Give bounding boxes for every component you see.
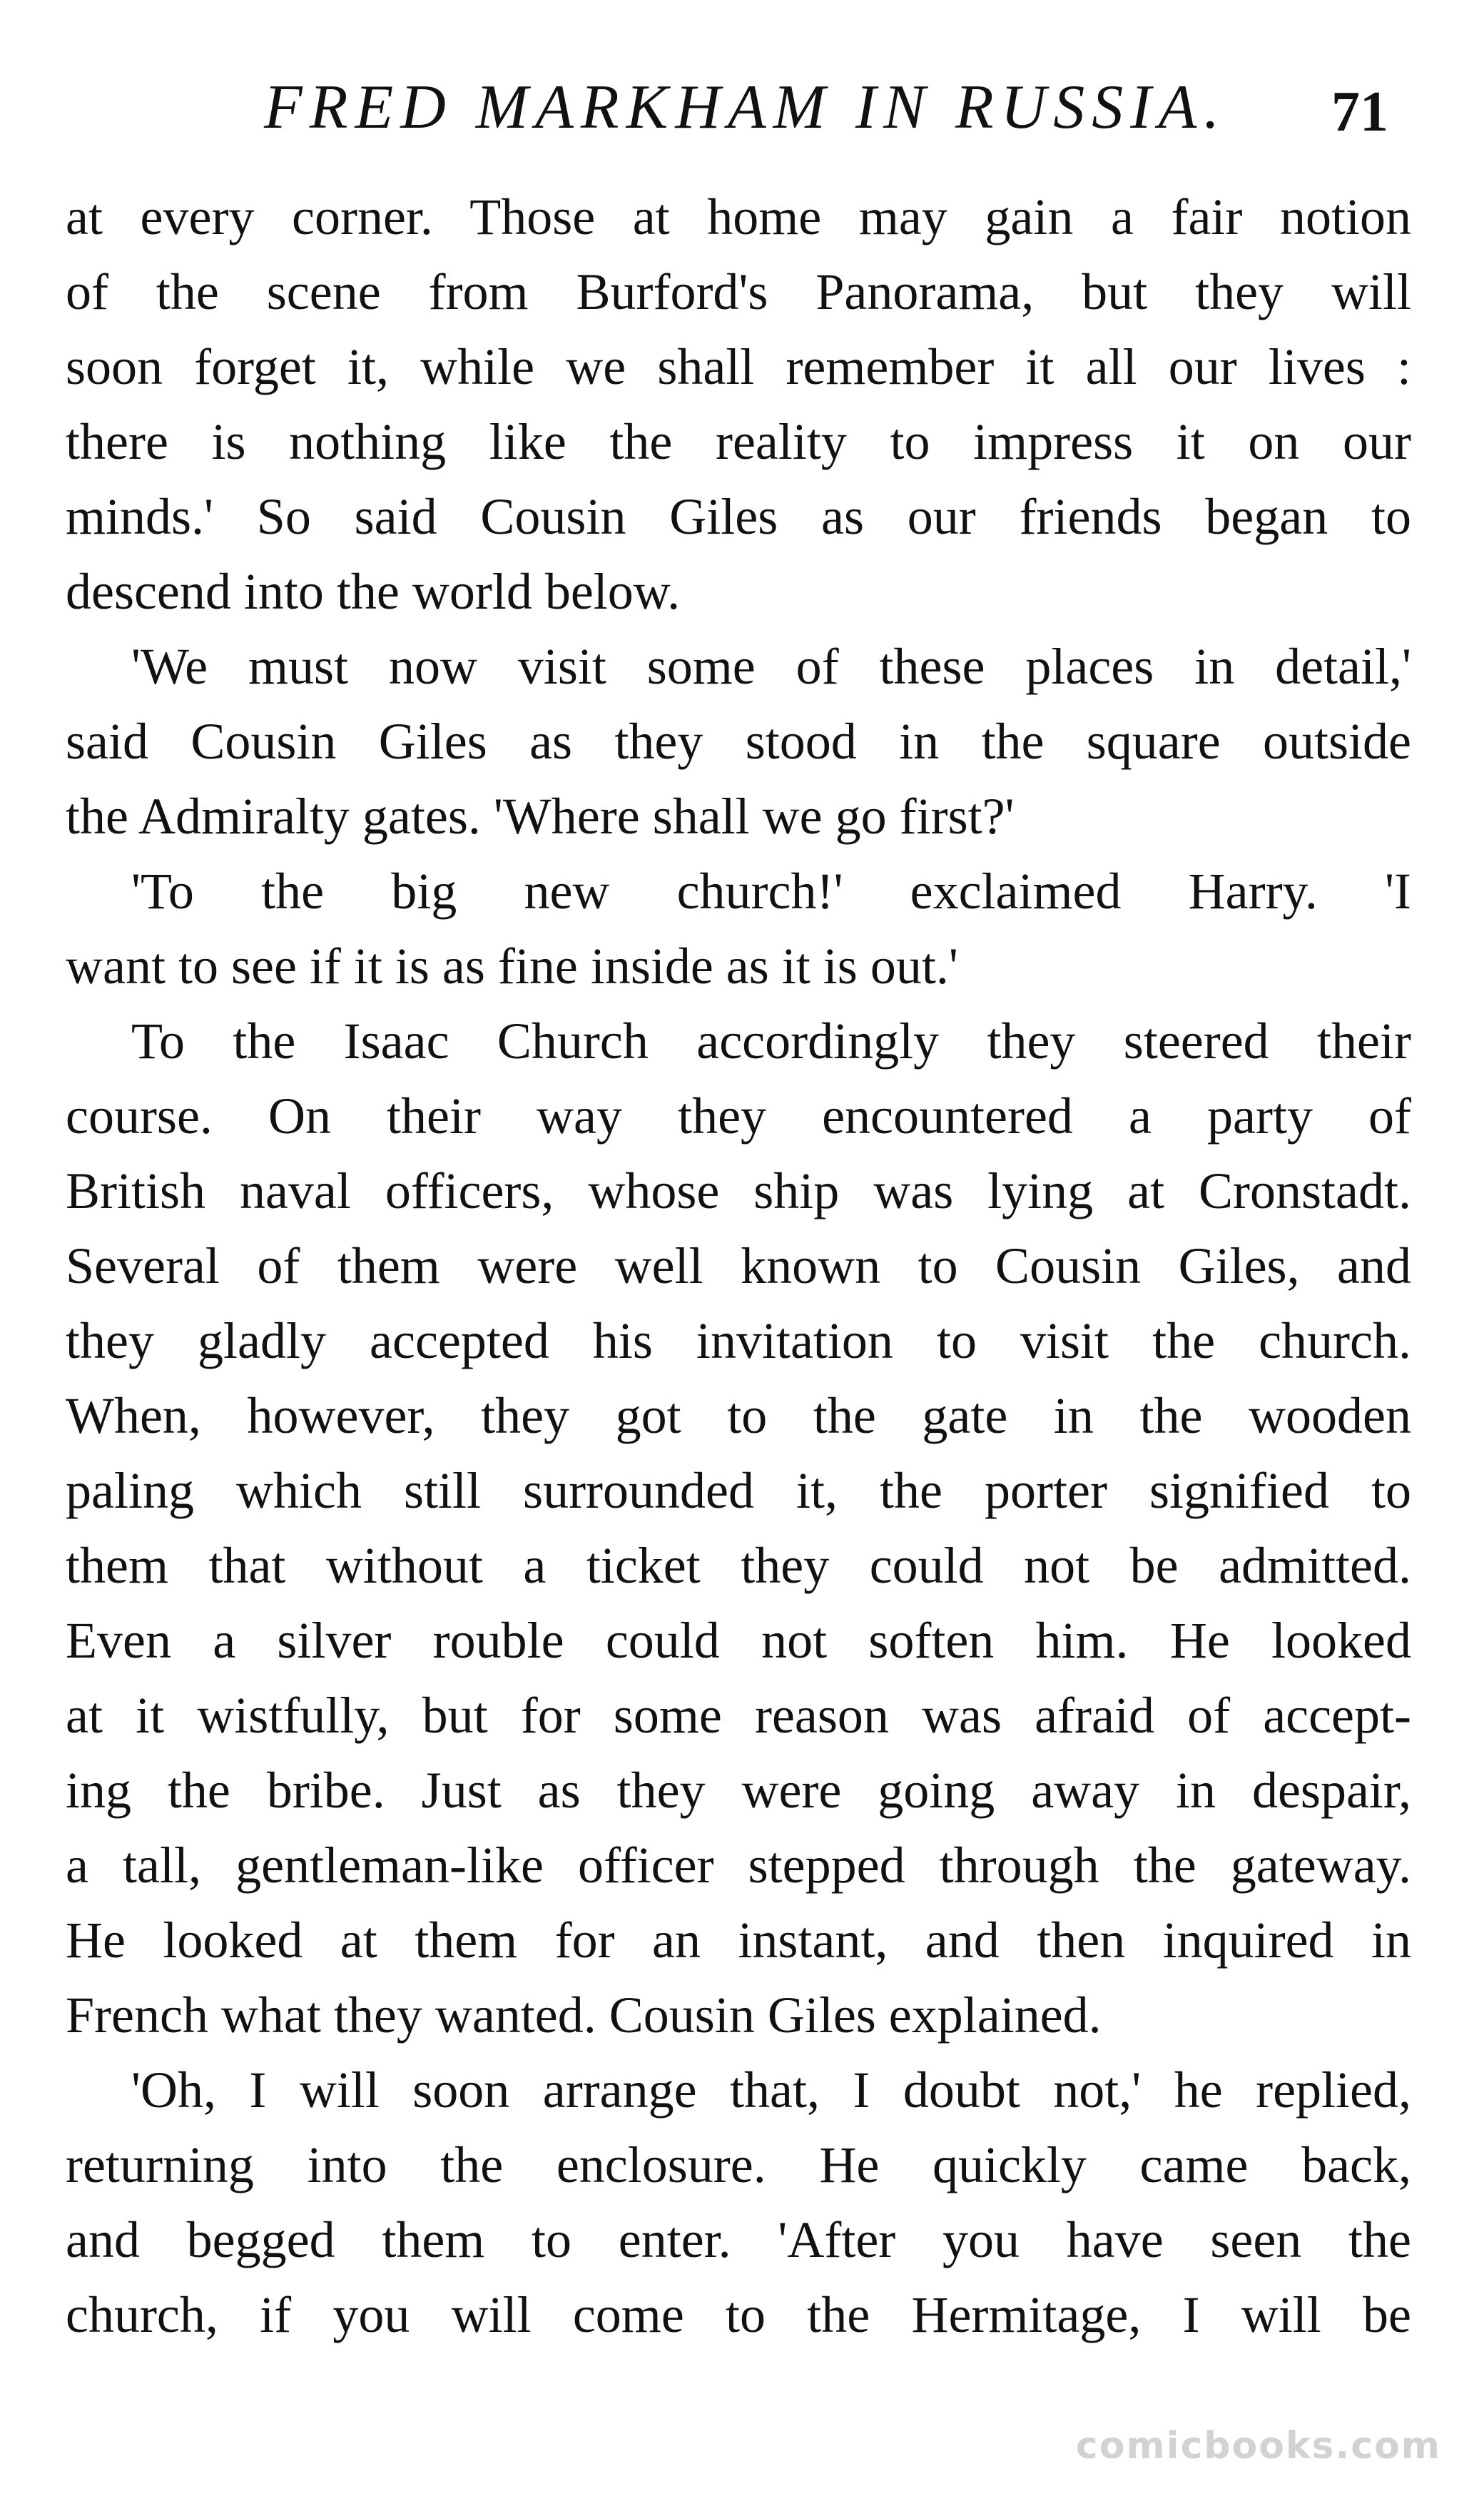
text-line: paling which still surrounded it, the porter signified to: [66, 1462, 1411, 1519]
text-line: ing the bribe. Just as they were going away in despair,: [66, 1762, 1411, 1819]
text-line: at it wistfully, but for some reason was afraid of accept-: [66, 1687, 1411, 1744]
text-line: soon forget it, while we shall remember it all our lives :: [66, 338, 1411, 395]
text-line: there is nothing like the reality to impress it on our: [66, 413, 1411, 470]
text-line: To the Isaac Church accordingly they steered their: [131, 1013, 1411, 1070]
text-line: church, if you will come to the Hermitage, I will be: [66, 2286, 1411, 2343]
text-line: descend into the world below.: [66, 563, 681, 620]
watermark: comicbooks.com: [1075, 2425, 1441, 2467]
paragraph-1: [66, 180, 1411, 629]
page-number: 71: [1331, 81, 1388, 143]
paragraph-2: [66, 629, 1411, 854]
text-line: returning into the enclosure. He quickly came back,: [66, 2136, 1411, 2193]
text-line: of the scene from Burford's Panorama, but they will: [66, 263, 1411, 320]
text-line: them that without a ticket they could not be admitted.: [66, 1537, 1411, 1594]
text-line: and begged them to enter. 'After you have seen the: [66, 2211, 1411, 2268]
text-line: want to see if it is as fine inside as it is out.': [66, 938, 958, 995]
text-line: He looked at them for an instant, and then inquired in: [66, 1912, 1411, 1969]
body-text: [66, 180, 1411, 2353]
paragraph-4: [66, 1004, 1411, 2053]
text-line: the Admiralty gates. 'Where shall we go first?': [66, 788, 1015, 845]
text-line: course. On their way they encountered a party of: [66, 1087, 1411, 1145]
running-title: FRED MARKHAM IN RUSSIA.: [264, 73, 1227, 142]
text-line: British naval officers, whose ship was lying at Cronstadt.: [66, 1162, 1411, 1219]
text-line: Several of them were well known to Cousin Giles, and: [66, 1237, 1411, 1294]
text-line: minds.' So said Cousin Giles as our friends began to: [66, 488, 1411, 545]
text-line: 'We must now visit some of these places in detail,': [131, 638, 1411, 695]
text-line: 'Oh, I will soon arrange that, I doubt not,' he replied,: [131, 2061, 1411, 2119]
text-line: 'To the big new church!' exclaimed Harry. 'I: [131, 863, 1411, 920]
text-line: said Cousin Giles as they stood in the square outside: [66, 713, 1411, 770]
paragraph-3: [66, 854, 1411, 1004]
text-line: they gladly accepted his invitation to visit the church.: [66, 1312, 1411, 1369]
text-line: a tall, gentleman-like officer stepped through the gateway.: [66, 1837, 1411, 1894]
text-line: French what they wanted. Cousin Giles explained.: [66, 1987, 1102, 2044]
page-header: [0, 69, 1484, 147]
text-line: When, however, they got to the gate in the wooden: [66, 1387, 1411, 1444]
paragraph-5: [66, 2053, 1411, 2353]
text-line: at every corner. Those at home may gain a fair notion: [66, 188, 1411, 245]
text-line: Even a silver rouble could not soften him. He looked: [66, 1612, 1411, 1669]
